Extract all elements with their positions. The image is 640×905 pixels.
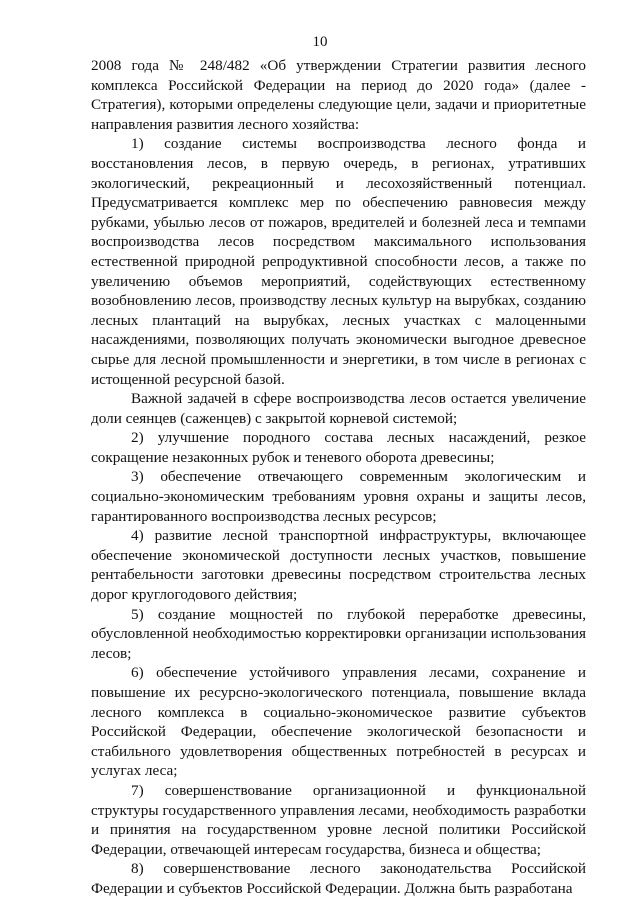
paragraph-seedlings-task: Важной задачей в сфере воспроизводства лесов остается увеличение доли сеянцев (саженцев) с закрытой корневой системой;: [91, 390, 586, 427]
document-body: [91, 56, 586, 899]
paragraph-item-2: 2) улучшение породного состава лесных насаждений, резкое сокращение незаконных рубок и теневого оборота древесины;: [91, 429, 586, 466]
page-number: 10: [312, 34, 328, 50]
paragraph-item-1: 1) создание системы воспроизводства лесного фонда и восстановления лесов, в первую очередь, в регионах, утративших экологический, рекреационный и лесохозяйственный потенциал. Предусматривается комплекс мер по обеспечению равновесия между рубками, убылью лесов от пожаров, вредителей и болезней леса и темпами воспроизводства лесов посредством максимального использования естественной природной репродуктивной способности лесов, а также по увеличению объемов мероприятий, содействующих естественному возобновлению лесов, производству лесных культур на вырубках, созданию лесных плантаций на вырубках, лесных участках с малоценными насаждениями, позволяющих получать экономически выгодное древесное сырье для лесной промышленности и энергетики, в том числе в регионах с истощенной ресурсной базой.: [91, 135, 586, 388]
paragraph-item-3: 3) обеспечение отвечающего современным экологическим и социально-экономическим требованиям уровня охраны и защиты лесов, гарантированного воспроизводства лесных ресурсов;: [91, 468, 586, 525]
paragraph-item-5: 5) создание мощностей по глубокой переработке древесины, обусловленной необходимостью корректировки организации использования лесов;: [91, 605, 586, 662]
paragraph-item-6: 6) обеспечение устойчивого управления лесами, сохранение и повышение их ресурсно-экологического потенциала, повышение вклада лесного комплекса в социально-экономическое развитие субъектов Российской Федерации, обеспечение экологической безопасности и стабильного удовлетворения общественных потребностей в ресурсах и услугах леса;: [91, 664, 586, 780]
paragraph-item-4: 4) развитие лесной транспортной инфраструктуры, включающее обеспечение экономической доступности лесных участков, повышение рентабельности заготовки древесины посредством строительства лесных дорог круглогодового действия;: [91, 527, 586, 604]
paragraph-intro: 2008 года № 248/482 «Об утверждении Стратегии развития лесного комплекса Российской Федерации на период до 2020 года» (далее - Стратегия), которыми определены следующие цели, задачи и приоритетные направления развития лесного хозяйства:: [91, 57, 586, 133]
paragraph-item-8: 8) совершенствование лесного законодательства Российской Федерации и субъектов Российской Федерации. Должна быть разработана: [91, 860, 586, 897]
paragraph-item-7: 7) совершенствование организационной и функциональной структуры государственного управления лесами, необходимость разработки и принятия на государственном уровне лесной политики Российской Федерации, отвечающей интересам государства, бизнеса и общества;: [91, 781, 586, 858]
